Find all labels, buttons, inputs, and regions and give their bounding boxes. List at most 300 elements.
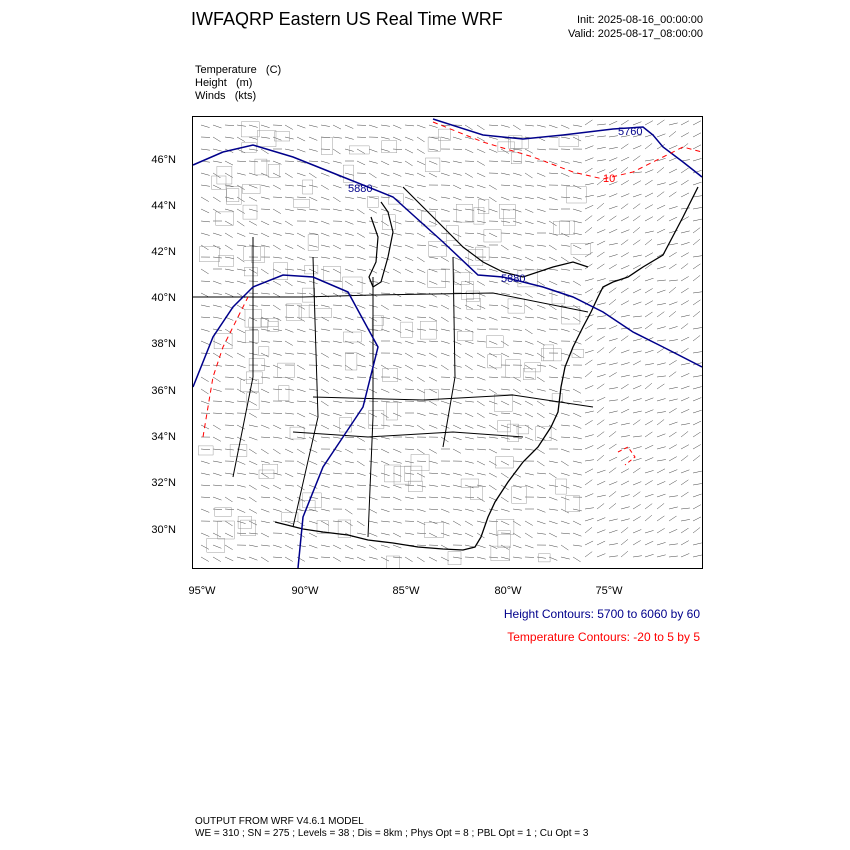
wind-barb (465, 365, 473, 370)
wind-barb (297, 209, 306, 210)
wind-barb (549, 473, 557, 478)
wind-barb (213, 425, 221, 430)
wind-barb (393, 365, 402, 368)
wind-barb (261, 413, 270, 414)
county-outline (566, 496, 580, 512)
wind-barb (249, 173, 258, 176)
wind-barb (573, 317, 581, 322)
wind-barb (393, 161, 402, 163)
wind-barb (273, 185, 281, 189)
wind-barb (225, 425, 234, 426)
wind-barb (609, 121, 617, 125)
wind-barb (249, 545, 258, 547)
wind-barb (525, 185, 534, 186)
wind-barb (333, 389, 341, 393)
wind-barb (333, 425, 341, 429)
wind-barb (513, 521, 521, 526)
wind-barb (525, 317, 534, 318)
wind-barb (621, 157, 629, 161)
wind-barb (237, 509, 245, 513)
wind-barb (225, 437, 234, 439)
wind-barb (681, 133, 689, 137)
wind-barb (285, 137, 294, 139)
wind-barb (405, 389, 414, 390)
wind-barb (585, 411, 594, 413)
wind-barb (333, 161, 342, 163)
wind-barb (321, 401, 329, 406)
wind-barb (489, 437, 498, 438)
wind-barb (213, 245, 221, 249)
wind-barb (525, 173, 533, 178)
wind-barb (573, 281, 581, 286)
wind-barb (285, 269, 294, 270)
wind-barb (261, 389, 269, 393)
wind-barb (609, 519, 618, 521)
wind-barb (513, 209, 521, 212)
wind-barb (429, 269, 437, 272)
wind-barb (597, 432, 604, 437)
wind-barb (513, 401, 521, 405)
wind-barb (549, 329, 558, 330)
field-height: Height (m) (195, 77, 253, 89)
wind-barb (465, 425, 473, 428)
wind-barb (417, 425, 425, 430)
wind-barb (513, 545, 522, 548)
wind-barb (681, 242, 690, 245)
wind-barb (477, 353, 485, 358)
wind-barb (429, 485, 438, 486)
wind-barb (597, 444, 605, 449)
wind-barb (513, 557, 522, 558)
wind-barb (561, 185, 570, 186)
county-outline (504, 210, 516, 226)
wind-barb (645, 253, 653, 257)
wind-barb (633, 458, 642, 461)
wind-barb (225, 353, 233, 358)
wind-barb (345, 413, 354, 414)
wind-barb (405, 245, 413, 248)
wind-barb (345, 341, 354, 344)
wind-barb (669, 169, 677, 173)
wind-barb (597, 455, 604, 461)
wind-barb (441, 425, 449, 428)
wind-barb (669, 516, 677, 521)
wind-barb (657, 348, 665, 353)
wind-barb (573, 209, 582, 212)
wind-barb (429, 473, 438, 474)
wind-barb (477, 317, 486, 319)
wind-barb (489, 425, 497, 430)
wind-barb (561, 161, 570, 163)
wind-barb (693, 410, 702, 413)
wind-barb (285, 281, 293, 286)
county-outline (249, 319, 268, 328)
wind-barb (465, 413, 473, 417)
wind-barb (681, 180, 689, 185)
wind-barb (561, 257, 569, 262)
wind-barb (549, 545, 558, 547)
wind-barb (213, 137, 221, 142)
wind-barb (321, 149, 330, 150)
wind-barb (609, 264, 617, 269)
wind-barb (237, 161, 246, 162)
wind-barb (525, 233, 534, 235)
wind-barb (261, 341, 270, 342)
wind-barb (513, 305, 522, 307)
county-outline (217, 166, 232, 184)
wind-barb (201, 245, 209, 250)
wind-barb (249, 509, 257, 513)
county-outline (523, 368, 535, 379)
wind-barb (465, 197, 474, 198)
wind-barb (321, 329, 330, 331)
wind-barb (693, 528, 700, 534)
wind-barb (585, 227, 592, 233)
wind-barb (525, 245, 534, 246)
wind-barb (321, 545, 330, 547)
wind-barb (297, 185, 306, 187)
wind-barb (501, 149, 509, 154)
wind-barb (405, 137, 413, 140)
wind-barb (405, 353, 413, 358)
wind-barb (309, 149, 318, 151)
wind-barb (201, 149, 210, 150)
wind-barb (417, 341, 426, 342)
wind-barb (609, 288, 616, 293)
wind-barb (633, 255, 642, 257)
wind-barb (669, 252, 677, 257)
wind-barb (321, 521, 329, 525)
wind-barb (585, 324, 593, 329)
wind-barb (297, 125, 305, 128)
wind-barb (273, 245, 281, 250)
wind-barb (393, 125, 401, 129)
wind-barb (501, 425, 510, 428)
wind-barb (333, 485, 342, 487)
county-outline (426, 158, 440, 172)
wind-barb (249, 461, 257, 465)
wind-barb (441, 521, 449, 524)
wind-barb (633, 504, 641, 509)
wind-barb (621, 495, 630, 497)
county-outline (241, 380, 259, 392)
wind-barb (489, 533, 498, 536)
wind-barb (309, 185, 318, 187)
wind-barb (525, 161, 534, 163)
wind-barb (681, 253, 689, 257)
wind-barb (201, 401, 209, 404)
wind-barb (429, 305, 438, 307)
wind-barb (357, 257, 366, 260)
wind-barb (609, 423, 618, 426)
wind-barb (297, 293, 306, 294)
wind-barb (657, 363, 666, 365)
wind-barb (333, 197, 341, 202)
wind-barb (657, 120, 664, 125)
wind-barb (657, 280, 666, 281)
contour-label-5880-b: 5880 (501, 273, 526, 285)
wind-barb (645, 432, 652, 437)
wind-barb (681, 315, 690, 317)
wind-barb (525, 437, 533, 440)
wind-barb (321, 245, 330, 247)
county-outline (446, 226, 458, 241)
wind-barb (213, 461, 222, 463)
wind-barb (477, 149, 485, 153)
temp-contour-10 (433, 122, 702, 179)
wind-barb (537, 401, 545, 406)
wind-barb (561, 353, 570, 356)
wind-barb (513, 461, 522, 462)
wind-barb (429, 557, 437, 561)
coastline (275, 187, 698, 550)
wind-barb (513, 329, 522, 331)
wind-barb (501, 437, 510, 439)
wind-barb (213, 161, 222, 163)
county-outline (321, 138, 332, 155)
wind-barb (621, 167, 628, 173)
wind-barb (309, 221, 318, 223)
wind-barb (585, 386, 593, 390)
wind-barb (333, 149, 341, 154)
wind-barb (681, 456, 688, 462)
wind-barb (345, 473, 354, 474)
wind-barb (537, 389, 546, 391)
wind-barb (573, 197, 582, 199)
wind-barb (405, 449, 414, 450)
wind-barb (393, 545, 401, 548)
wind-barb (609, 530, 618, 533)
county-outline (246, 372, 262, 384)
wind-barb (453, 365, 462, 367)
wind-barb (333, 269, 341, 273)
wind-barb (213, 533, 221, 537)
wind-barb (309, 473, 318, 474)
wind-barb (585, 420, 593, 425)
wind-barb (669, 302, 677, 305)
wind-barb (597, 384, 604, 389)
wind-barb (609, 411, 618, 413)
wind-barb (525, 221, 534, 224)
wind-barb (381, 473, 390, 476)
wind-barb (477, 401, 485, 406)
wind-barb (597, 241, 605, 245)
wind-barb (597, 328, 606, 329)
wind-barb (645, 288, 653, 293)
height-legend: Height Contours: 5700 to 6060 by 60 (503, 607, 700, 621)
wind-barb (297, 137, 305, 141)
wind-barb (681, 431, 688, 437)
lon-label-85: 85°W (392, 585, 420, 597)
wind-barb (489, 545, 497, 549)
wind-barb (321, 341, 330, 342)
wind-barb (609, 216, 616, 221)
wind-barb (477, 425, 486, 428)
wind-barb (393, 173, 401, 176)
wind-barb (405, 221, 414, 222)
wind-barb (525, 149, 533, 153)
wind-barb (633, 302, 641, 305)
wind-barb (201, 545, 209, 549)
wind-barb (357, 281, 366, 284)
wind-barb (285, 485, 294, 486)
wind-barb (333, 473, 342, 474)
wind-barb (453, 449, 461, 453)
wind-barb (213, 317, 222, 319)
wind-barb (633, 516, 641, 521)
wind-barb (549, 377, 558, 378)
wind-barb (249, 221, 257, 225)
wind-barb (285, 401, 294, 403)
wind-barb (657, 192, 664, 197)
wind-barb (393, 509, 402, 510)
wind-barb (201, 389, 209, 394)
wind-barb (585, 527, 592, 533)
wind-barb (261, 245, 270, 247)
wind-barb (213, 233, 222, 236)
wind-barb (465, 533, 473, 537)
wind-barb (621, 539, 628, 545)
wind-barb (537, 185, 546, 187)
wind-barb (621, 397, 629, 401)
wind-barb (225, 521, 233, 526)
field-list (195, 64, 281, 103)
wind-barb (621, 194, 629, 197)
wind-barb (237, 485, 246, 487)
lat-label-32: 32°N (151, 477, 176, 489)
wind-barb (477, 233, 486, 235)
wind-barb (597, 554, 605, 557)
wind-barb (441, 557, 449, 561)
wind-barb (657, 516, 664, 521)
wind-barb (537, 485, 545, 489)
wind-barb (585, 494, 593, 497)
wind-barb (333, 521, 342, 522)
wind-barb (597, 124, 606, 125)
wind-barb (297, 173, 306, 176)
wind-barb (297, 449, 305, 454)
wind-barb (369, 425, 378, 426)
wind-barb (657, 481, 665, 485)
wind-barb (585, 508, 594, 509)
wind-barb (225, 485, 234, 486)
wind-barb (201, 317, 210, 318)
wind-barb (429, 365, 437, 368)
wind-barb (465, 557, 474, 558)
wind-barb (549, 161, 557, 164)
wind-barb (249, 185, 257, 188)
wind-barb (393, 329, 401, 333)
wind-barb (333, 257, 342, 260)
wind-barb (297, 485, 305, 490)
wind-barb (549, 281, 557, 285)
wind-barb (669, 544, 678, 545)
wind-barb (477, 125, 485, 130)
wind-barb (669, 470, 677, 473)
wind-barb (657, 266, 666, 269)
wind-barb (417, 377, 425, 382)
wind-barb (621, 551, 628, 557)
county-outline (308, 235, 318, 251)
wind-barb (573, 353, 581, 358)
wind-barb (321, 257, 330, 258)
wind-barb (333, 353, 341, 356)
wind-barb (237, 329, 245, 333)
county-outline (259, 347, 269, 355)
county-outline (279, 386, 289, 401)
wind-barb (429, 245, 438, 247)
wind-barb (297, 329, 306, 332)
wind-barb (657, 503, 664, 509)
wind-barb (441, 281, 450, 282)
wind-barb (669, 529, 677, 533)
wind-barb (309, 557, 318, 559)
wind-barb (309, 233, 318, 234)
wind-barb (333, 281, 342, 282)
wind-barb (201, 461, 210, 464)
wind-barb (465, 497, 474, 498)
wind-barb (453, 413, 462, 414)
wind-barb (381, 281, 390, 284)
wind-barb (345, 245, 354, 246)
wind-barb (477, 305, 485, 309)
wind-barb (525, 377, 534, 378)
wind-barb (405, 341, 414, 344)
wind-barb (693, 505, 701, 509)
county-outline (262, 464, 277, 473)
wind-barb (681, 470, 689, 473)
wind-barb (429, 125, 438, 128)
wind-barb (573, 461, 582, 463)
wind-barb (609, 254, 618, 257)
wind-barb (225, 125, 234, 126)
wind-barb (633, 411, 642, 413)
county-outline (567, 187, 587, 204)
wind-barb (633, 122, 641, 125)
wind-barb (321, 197, 329, 200)
wind-barb (369, 173, 377, 178)
wind-barb (573, 473, 582, 475)
wind-barb (405, 557, 413, 562)
wind-barb (393, 389, 401, 393)
wind-barb (561, 281, 570, 283)
wind-barb (525, 449, 534, 450)
wind-barb (357, 221, 366, 223)
wind-barb (201, 509, 209, 512)
wind-barb (597, 195, 606, 197)
wind-barb (333, 365, 342, 366)
wind-barb (273, 389, 282, 390)
wind-barb (201, 533, 209, 537)
wind-barb (393, 221, 401, 224)
wind-barb (633, 276, 640, 281)
wind-barb (693, 182, 702, 185)
wind-barb (669, 123, 678, 125)
wind-barb (345, 521, 353, 526)
wind-barb (477, 545, 486, 548)
wind-barb (573, 557, 581, 562)
wind-barb (573, 137, 581, 141)
wind-barb (477, 377, 485, 380)
wind-barb (633, 420, 640, 425)
wind-barb (213, 125, 222, 128)
wind-barb (525, 341, 533, 344)
wind-barb (525, 365, 533, 370)
wind-barb (225, 233, 233, 238)
wind-barb (549, 293, 558, 296)
wind-barb (645, 231, 654, 233)
county-outline (408, 481, 422, 491)
